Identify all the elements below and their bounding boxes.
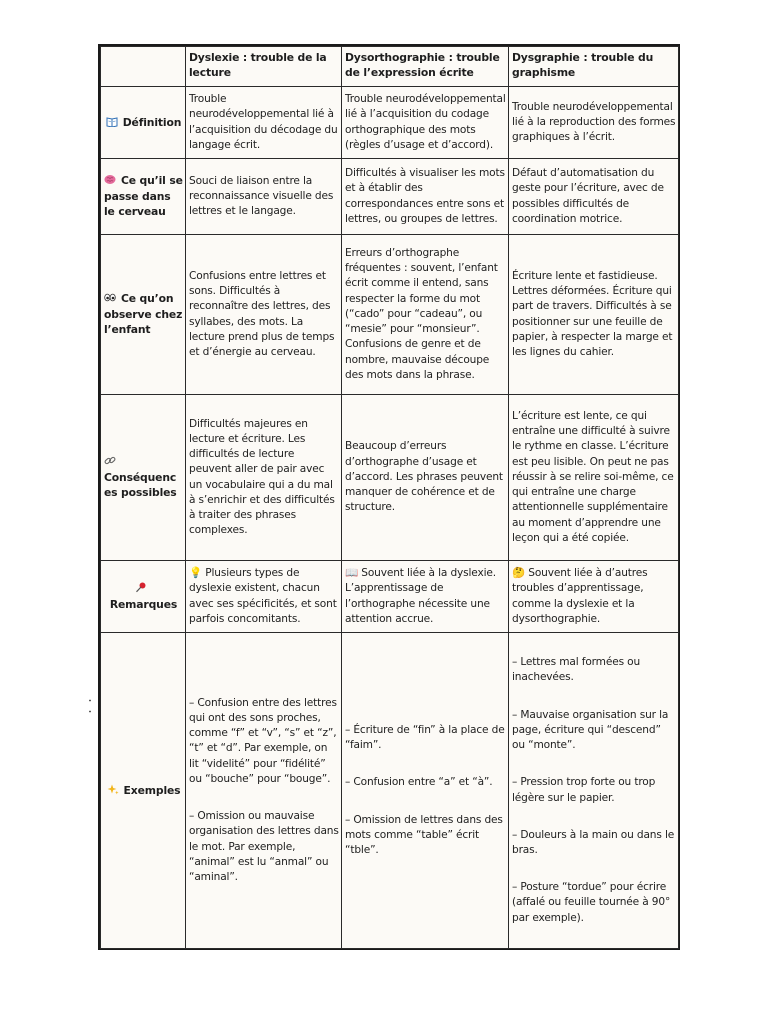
cell-text: 🤔 Souvent liée à d’autres troubles d’apprentissage, comme la dyslexie et la dysorthographie. bbox=[512, 567, 648, 625]
column-header-dysorthographie: Dysorthographie : trouble de l’expression écrite bbox=[342, 47, 509, 87]
cell-text: – Mauvaise organisation sur la page, écriture qui “descend” ou “monte”. bbox=[512, 708, 669, 752]
cell-text: 💡 Plusieurs types de dyslexie existent, chacun avec ses spécificités, et sont parfois concomitants. bbox=[189, 567, 337, 625]
table-cell bbox=[186, 561, 342, 633]
row-header-exemples bbox=[101, 633, 186, 949]
row-header-definition bbox=[101, 87, 186, 159]
sparkles-icon bbox=[107, 784, 119, 795]
cell-text: Difficultés à visualiser les mots et à établir des correspondances entre sons et lettres, ou groupes de lettres. bbox=[345, 167, 505, 225]
cell-text: Écriture lente et fastidieuse. Lettres déformées. Écriture qui part de travers. Difficultés à se positionner sur une feuille de papier, à respecter la marge et les lignes du cahier. bbox=[512, 269, 673, 358]
row-header-remarques bbox=[101, 561, 186, 633]
table-row bbox=[101, 561, 679, 633]
row-label: Exemples bbox=[123, 783, 181, 797]
cell-text: Beaucoup d’erreurs d’orthographe d’usage et d’accord. Les phrases peuvent manquer de cohérence et de structure. bbox=[345, 440, 503, 514]
corner-cell bbox=[101, 47, 186, 87]
book-icon bbox=[106, 116, 118, 127]
column-header-dysgraphie: Dysgraphie : trouble du graphisme bbox=[509, 47, 679, 87]
table-cell bbox=[342, 395, 509, 561]
table-cell bbox=[186, 87, 342, 159]
cell-text: – Lettres mal formées ou inachevées. bbox=[512, 656, 641, 684]
table-cell bbox=[509, 235, 679, 395]
cell-text: 📖 Souvent liée à la dyslexie. L’apprentissage de l’orthographe nécessite une attention accrue. bbox=[345, 567, 496, 625]
cell-text: – Omission ou mauvaise organisation des lettres dans le mot. Par exemple, “animal” est lu “anmal” ou “aminal”. bbox=[189, 810, 339, 883]
table-cell bbox=[342, 561, 509, 633]
cell-text: Trouble neurodéveloppemental lié à l’acquisition du décodage du langage écrit. bbox=[189, 93, 338, 151]
comparison-table-sheet bbox=[98, 44, 680, 950]
table-cell bbox=[342, 633, 509, 949]
row-header-observation bbox=[101, 235, 186, 395]
table-row bbox=[101, 235, 679, 395]
comparison-table bbox=[100, 46, 679, 949]
eyes-icon bbox=[104, 292, 116, 303]
cell-text: – Douleurs à la main ou dans le bras. bbox=[512, 828, 675, 856]
table-cell bbox=[509, 159, 679, 235]
table-cell bbox=[186, 159, 342, 235]
table-cell bbox=[509, 633, 679, 949]
cell-text: Confusions entre lettres et sons. Difficultés à reconnaître des lettres, des syllabes, des mots. La lecture prend plus de temps et d’énergie au cerveau. bbox=[189, 269, 335, 358]
cell-text: – Confusion entre “a” et “à”. bbox=[345, 776, 493, 789]
table-row bbox=[101, 159, 679, 235]
cell-text: L’écriture est lente, ce qui entraîne une difficulté à suivre le rythme en classe. L’écriture est peu lisible. On peut ne pas réussir à se relire soi-même, ce qui entraîne une charge attentionnelle supplémentaire au moment d’apprendre une leçon qui a été copiée. bbox=[512, 410, 674, 544]
table-row bbox=[101, 87, 679, 159]
table-cell bbox=[186, 633, 342, 949]
cell-text: Erreurs d’orthographe fréquentes : souvent, l’enfant écrit comme il entend, sans respecter la forme du mot (“cado” pour “cadeau”, ou “mesie” pour “monsieur”. Confusions de genre et de nombre, mauvaise découpe des mots dans la phrase. bbox=[345, 247, 498, 381]
table-row bbox=[101, 633, 679, 949]
table-cell bbox=[342, 235, 509, 395]
table-cell bbox=[186, 235, 342, 395]
cell-text: – Écriture de “fin” à la place de “faim”. bbox=[345, 723, 505, 752]
brain-icon bbox=[104, 174, 116, 185]
pushpin-icon bbox=[135, 582, 147, 593]
column-header-dyslexie: Dyslexie : trouble de la lecture bbox=[186, 47, 342, 87]
table-cell bbox=[509, 395, 679, 561]
cell-text: – Omission de lettres dans des mots comme “table” écrit “tble”. bbox=[345, 813, 503, 856]
table-header-row bbox=[101, 47, 679, 87]
table-cell bbox=[509, 87, 679, 159]
cell-text: – Posture “tordue” pour écrire (affalé ou feuille tournée à 90° par exemple). bbox=[512, 881, 671, 924]
cell-text: Souci de liaison entre la reconnaissance visuelle des lettres et le langage. bbox=[189, 174, 334, 218]
row-label: Ce qu’on observe chez l’enfant bbox=[104, 292, 183, 337]
cell-text: Difficultés majeures en lecture et écriture. Les difficultés de lecture peuvent aller de pair avec un vocabulaire qui a du mal à s’enrichir et des difficultés à traiter des phrases complexes. bbox=[189, 417, 335, 537]
row-label: Ce qu’il se passe dans le cerveau bbox=[104, 174, 183, 219]
cell-text: – Pression trop forte ou trop légère sur le papier. bbox=[512, 776, 656, 804]
table-cell bbox=[342, 159, 509, 235]
cell-text: Défaut d’automatisation du geste pour l’écriture, avec de possibles difficultés de coordination motrice. bbox=[512, 167, 664, 225]
scan-mark bbox=[89, 698, 91, 712]
table-cell bbox=[342, 87, 509, 159]
row-label: Remarques bbox=[109, 597, 178, 611]
cell-text: Trouble neurodéveloppemental lié à l’acquisition du codage orthographique des mots (règles d’usage et d’accord). bbox=[345, 93, 506, 151]
row-label: Définition bbox=[122, 115, 182, 129]
table-cell bbox=[509, 561, 679, 633]
table-row bbox=[101, 395, 679, 561]
row-header-consequences bbox=[101, 395, 186, 561]
cell-text: Trouble neurodéveloppemental lié à la reproduction des formes graphiques à l’écrit. bbox=[512, 100, 676, 144]
link-icon bbox=[104, 455, 116, 466]
row-label: Conséquences possibles bbox=[104, 470, 177, 500]
table-cell bbox=[186, 395, 342, 561]
row-header-cerveau bbox=[101, 159, 186, 235]
cell-text: – Confusion entre des lettres qui ont des sons proches, comme “f” et “v”, “s” et “z”, “t” et “d”. Par exemple, on lit “videlité” pour “fidélité” ou “bouche” pour “bouge”. bbox=[189, 696, 337, 785]
